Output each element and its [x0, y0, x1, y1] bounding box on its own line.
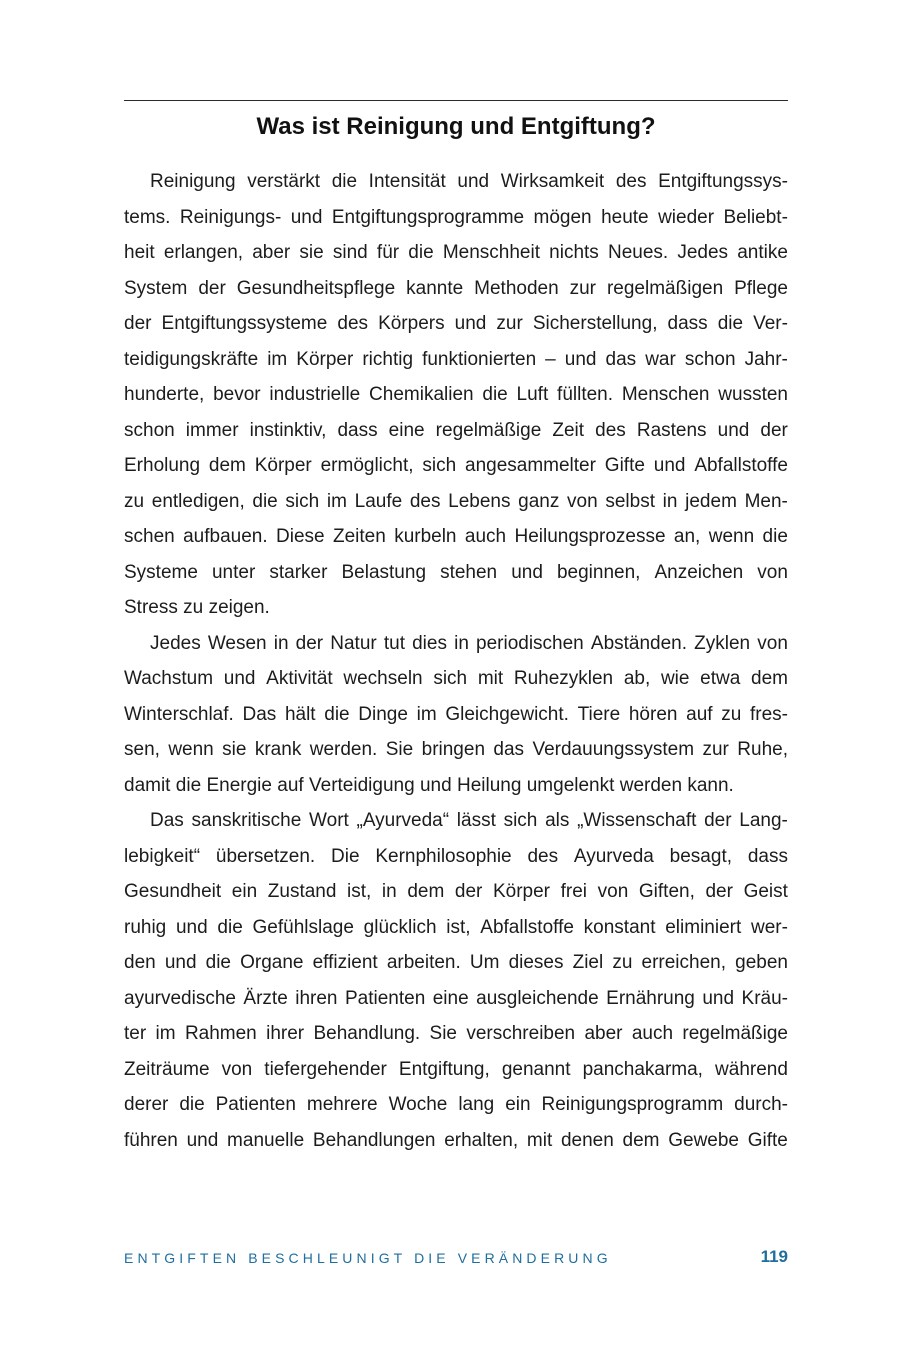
text-line: Wachstum und Aktivität wechseln sich mit Ruhezyklen ab, wie etwa dem [124, 668, 788, 689]
text-line: Das sanskritische Wort „Ayurveda“ lässt sich als „Wissenschaft der Lang- [150, 810, 788, 831]
text-line: System der Gesundheitspflege kannte Methoden zur regelmäßigen Pflege [124, 277, 788, 299]
text-line: Winterschlaf. Das hält die Dinge im Gleichgewicht. Tiere hören auf zu fres- [124, 703, 788, 725]
text-line: Reinigung verstärkt die Intensität und Wirksamkeit des Entgiftungssys- [150, 171, 788, 192]
section-heading: Was ist Reinigung und Entgiftung? [256, 113, 656, 140]
running-title: ENTGIFTEN BESCHLEUNIGT DIE VERÄNDERUNG [124, 1250, 612, 1266]
text-line: tems. Reinigungs- und Entgiftungsprogramme mögen heute wieder Beliebt- [124, 206, 788, 228]
text-line: zu entledigen, die sich im Laufe des Lebens ganz von selbst in jedem Men- [124, 490, 788, 512]
paragraph [124, 803, 788, 1158]
text-line: heit erlangen, aber sie sind für die Menschheit nichts Neues. Jedes antike [124, 242, 788, 263]
text-line: ayurvedische Ärzte ihren Patienten eine ausgleichende Ernährung und Kräu- [124, 987, 788, 1009]
text-line: führen und manuelle Behandlungen erhalten, mit denen dem Gewebe Gifte [124, 1129, 788, 1151]
paragraph [124, 164, 788, 626]
text-line: hunderte, bevor industrielle Chemikalien die Luft füllten. Menschen wussten [124, 384, 788, 405]
text-line: Zeiträume von tiefergehender Entgiftung, genannt panchakarma, während [124, 1058, 788, 1080]
header-rule [124, 100, 788, 101]
text-line: Gesundheit ein Zustand ist, in dem der Körper frei von Giften, der Geist [124, 881, 788, 902]
text-line: schen aufbauen. Diese Zeiten kurbeln auch Heilungsprozesse an, wenn die [124, 526, 788, 547]
text-line: Erholung dem Körper ermöglicht, sich angesammelter Gifte und Abfallstoffe [124, 455, 788, 476]
text-line: derer die Patienten mehrere Woche lang ein Reinigungsprogramm durch- [124, 1094, 788, 1115]
text-line: schon immer instinktiv, dass eine regelmäßige Zeit des Rastens und der [124, 419, 788, 441]
text-line: den und die Organe effizient arbeiten. Um dieses Ziel zu erreichen, geben [124, 952, 788, 973]
text-line: lebigkeit“ übersetzen. Die Kernphilosophie des Ayurveda besagt, dass [124, 845, 788, 867]
text-line: der Entgiftungssysteme des Körpers und zur Sicherstellung, dass die Ver- [124, 313, 788, 334]
text-line: teidigungskräfte im Körper richtig funktionierten – und das war schon Jahr- [124, 348, 788, 370]
text-line: Stress zu zeigen. [124, 597, 270, 618]
paragraph [124, 626, 788, 804]
text-line: sen, wenn sie krank werden. Sie bringen das Verdauungssystem zur Ruhe, [124, 739, 788, 760]
text-line: Jedes Wesen in der Natur tut dies in periodischen Abständen. Zyklen von [150, 632, 788, 654]
text-line: ruhig und die Gefühlslage glücklich ist, Abfallstoffe konstant eliminiert wer- [124, 916, 788, 938]
text-line: damit die Energie auf Verteidigung und Heilung umgelenkt werden kann. [124, 774, 734, 796]
body-text [124, 164, 788, 1158]
text-line: Systeme unter starker Belastung stehen und beginnen, Anzeichen von [124, 561, 788, 583]
page-number: 119 [760, 1247, 788, 1266]
text-line: ter im Rahmen ihrer Behandlung. Sie verschreiben aber auch regelmäßige [124, 1023, 788, 1044]
